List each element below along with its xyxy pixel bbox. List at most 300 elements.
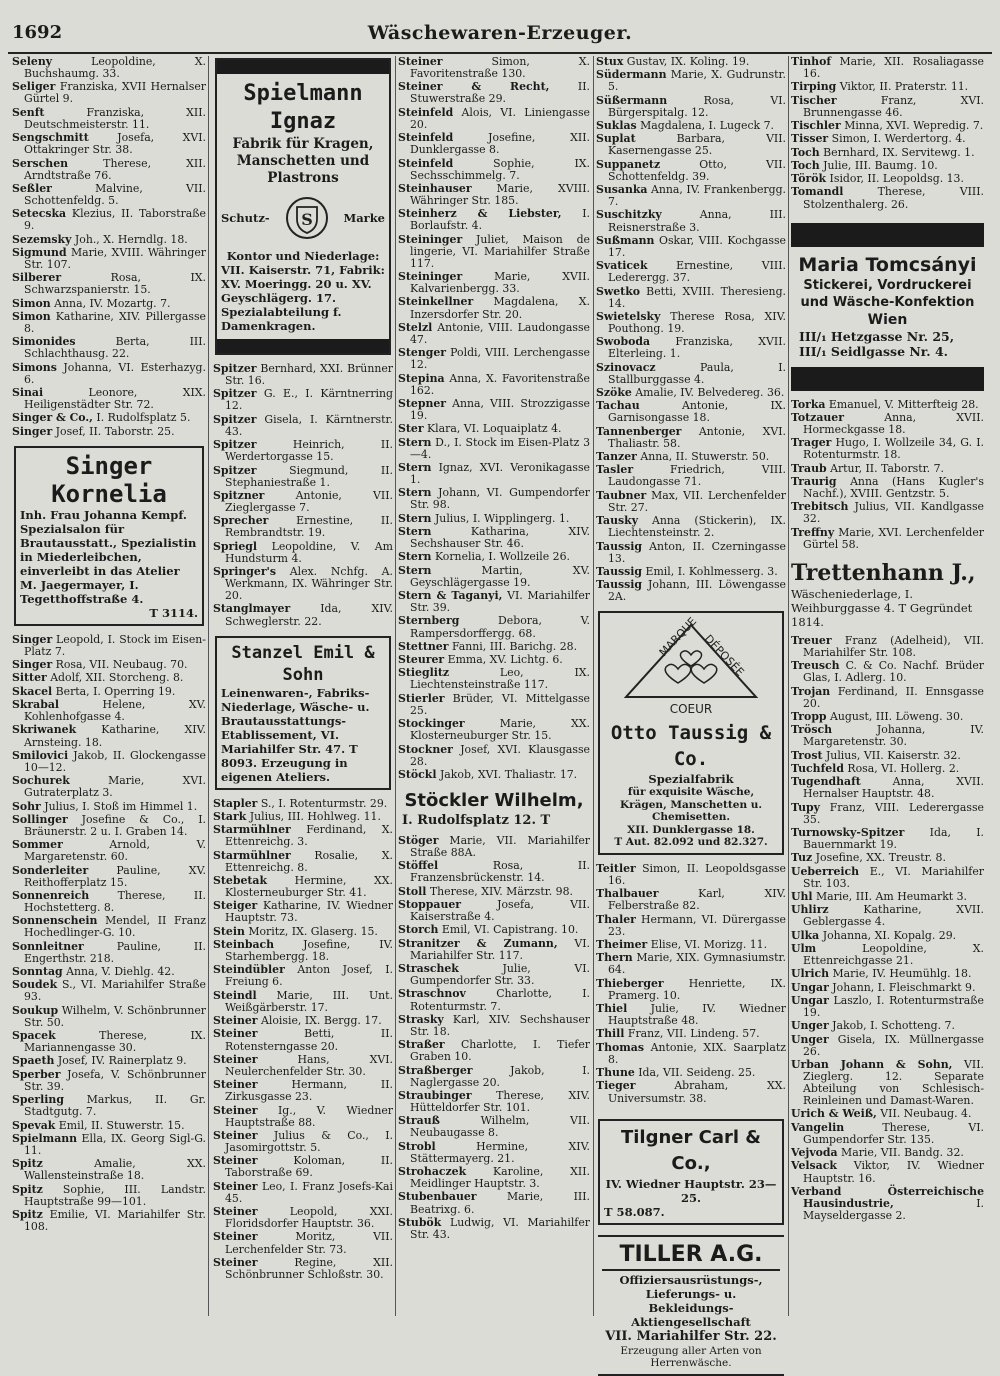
entry-name: Tieger [596,1079,636,1093]
entry-name: Toch [791,145,820,159]
entry-address: Ida, VII. Seideng. 25. [634,1066,756,1080]
entry-address: Anna, III. Reisnerstraße 3. [608,208,786,234]
list-item [398,1039,590,1063]
shield-monogram-icon [284,195,330,241]
list-item [398,132,590,156]
list-item [791,827,984,851]
entry-address: Artur, II. Taborstr. 7. [826,461,944,475]
entry-name: Stern [398,525,432,539]
entry-address: Franz, VIII. Lederergasse 35. [803,800,984,826]
list-item [791,1108,984,1120]
entry-name: Steurer [398,653,445,667]
ad-subtitle: Fabrik für Kragen, Manschetten und Plastrons [232,136,374,186]
list-item [596,286,786,310]
column-divider [395,56,396,1316]
column-divider [788,56,789,1316]
list-item [398,551,590,563]
list-item [791,660,984,684]
ad-line1: Stickerei, Vordruckerei und Wäsche-Konfektion [800,277,975,310]
marque-deposee-heart-icon [606,617,776,717]
entry-name: Starmühlner [213,823,291,837]
list-item [596,56,786,68]
entry-name: Tropp [791,710,827,723]
list-item [791,56,984,80]
entry-address: Johanna, XI. Kopalg. 29. [819,928,957,942]
page-title: Wäschewaren-Erzeuger. [367,22,633,44]
entry-address: Julie, IV. Wiedner Hauptstraße 48. [608,1002,786,1028]
entry-name: Swoboda [596,335,651,349]
entry-address: II. Stuwerstraße 29. [410,80,590,106]
list-item [12,775,206,799]
list-item [791,982,984,994]
list-item [791,147,984,159]
entry-address: Josefa, V. Schönbrunner Str. 39. [24,1067,206,1093]
entry-address: Antonie, XIX. Saarplatz 8. [608,1040,786,1066]
column-4 [596,55,786,1370]
ad-address: IV. Wiedner Hauptstr. 23—25. [605,1176,777,1205]
list-item [12,247,206,271]
entry-address: I. Rudolfsplatz 5. [92,411,191,425]
entry-name: Simon [12,309,51,323]
entry-name: Stark [213,809,247,823]
list-item [398,615,590,639]
list-item [398,963,590,987]
entry-address: Hermine, XX. Klosterneuburger Str. 41. [225,873,393,900]
entry-address: Berta, I. Operring 19. [52,684,176,698]
entry-address: Gisela, I. Kärntnerstr. 43. [225,412,393,438]
entry-name: Steinfeld [398,105,454,119]
entry-address: Ig., V. Wiedner Hauptstraße 88. [225,1103,393,1129]
entry-name: Senft [12,105,45,119]
ad-bar [217,339,389,353]
entry-name: Tasler [596,463,634,477]
entry-name: Treffny [791,525,835,539]
list-item [398,423,590,435]
entry-name: Simons [12,360,57,374]
ad-title: Singer Kornelia [51,451,167,508]
column-5 [791,56,984,1318]
list-item [596,863,786,887]
entry-name: Starmühlner [213,848,291,862]
col5-b-entries [791,399,984,551]
ad-tilgner-carl [598,1119,784,1225]
entry-address: Otto, VII. Schottenfeldg. 39. [608,157,786,183]
entry-name: Spitz [12,1157,43,1171]
entry-address: Rosa, II. Franzensbrückenstr. 14. [410,859,590,885]
entry-name: Ueberreich [791,864,860,878]
entry-address: Marie, XVIII. Währinger Str. 107. [24,245,206,271]
entry-name: Strasky [398,1012,444,1026]
column-3 [398,56,590,1318]
ad-text: Spezialsalon für Brautausstatt., Spezialistin in Miederleibchen, einverleibt in das Atelier M. Jaegermayer, I. Tegetthoffstraße 4. [20,521,197,606]
list-item [398,513,590,525]
entry-name: Steindl [213,988,257,1002]
list-item [12,272,206,296]
entry-name: Tisser [791,132,829,146]
entry-name: Trager [791,436,832,450]
list-item [596,541,786,565]
entry-name: Steiner [213,1205,258,1219]
entry-name: Steiner [213,1179,258,1193]
ad-text: Wäscheniederlage, I. Weihburggasse 4. [791,586,913,615]
entry-name: Verband Österreichische Hausindustrie, [791,1184,984,1210]
list-item [12,107,206,131]
entry-name: Spevak [12,1118,56,1132]
entry-address: Marie, XVI. Lerchenfelder Gürtel 58. [803,525,984,551]
entry-address: Katharine, XIV. Pillergasse 8. [24,309,206,336]
list-item [213,1181,393,1205]
list-item [791,1020,984,1032]
ad-owner: Inh. Frau Johanna Kempf. [20,507,187,522]
entry-address: Emma, XV. Lichtg. 6. [444,653,563,667]
entry-address: Therese, XIV. Hütteldorfer Str. 101. [410,1088,590,1114]
entry-name: Stern [398,511,432,525]
entry-address: Antonie, VIII. Laudongasse 47. [410,320,590,346]
list-item [12,750,206,774]
col1-a-entries [12,56,206,438]
entry-address: August, III. Löweng. 30. [826,710,964,723]
list-item [791,133,984,145]
entry-name: Stieglitz [398,666,450,680]
entry-name: Stockinger [398,717,465,731]
ad-phone: T [540,812,551,828]
entry-name: Stern [398,550,432,564]
entry-address: Max, VII. Lerchenfelder Str. 27. [608,488,786,514]
entry-address: Franziska, XVII. Elterleing. 1. [608,335,786,361]
list-item [398,347,590,371]
list-item [791,711,984,723]
list-item [398,590,590,614]
list-item [398,158,590,182]
entry-name: Straßberger [398,1063,473,1077]
entry-address: Anna (Stickerin), IX. Liechtensteinstr. 2. [608,514,786,540]
list-item [791,763,984,775]
entry-name: Taubner [596,488,647,502]
list-item [12,1133,206,1157]
entry-name: Soudek [12,978,58,992]
list-item [12,865,206,889]
entry-address: Julie, VI. Gumpendorfer Str. 33. [410,962,590,988]
entry-name: Tannenberger [596,424,682,438]
entry-name: Swetko [596,284,641,298]
entry-name: Steindübler [213,963,285,977]
entry-address: VI. Mariahilfer Str. 39. [410,589,590,615]
ad-title: Tilgner Carl & Co., [620,1126,762,1174]
entry-address: Hans, XVI. Neulerchenfelder Str. 30. [225,1052,393,1078]
entry-name: Steinfeld [398,131,454,145]
entry-address: Regine, XII. Schönbrunner Schloßstr. 30. [225,1255,393,1281]
entry-address: Antonie, VII. Zieglergasse 7. [225,488,393,514]
list-item [213,926,393,938]
entry-address: Emil, I. Kohlmesserg. 3. [642,564,778,578]
entry-address: Charlotte, I. Rotenturmstr. 7. [410,987,590,1013]
ad-since: Gegründet 1814. [791,600,973,629]
ad-addr1: III/₁ Hetzgasse Nr. 25, [799,328,955,344]
entry-name: Sollinger [12,812,68,826]
entry-address: Marie, XX. Klosterneuburger Str. 15. [410,717,590,743]
entry-name: Spitzer [213,387,257,401]
list-item [398,1191,590,1215]
entry-address: Franziska, XII. Deutschmeisterstr. 11. [24,105,206,131]
entry-name: Steiner [213,1128,258,1142]
entry-address: Katharine, IV. Wiedner Hauptstr. 73. [225,899,393,925]
entry-name: Vangelin [791,1120,845,1134]
list-item [398,526,590,550]
list-item [12,1094,206,1118]
entry-address: Karoline, XII. Meidlinger Hauptstr. 3. [410,1165,590,1191]
ad-trettenhann [791,559,984,629]
list-item [791,527,984,551]
entry-address: Antonie, XVI. Thaliastr. 58. [608,424,786,450]
entry-address: Therese, II. Hochstetterg. 8. [24,888,206,915]
ad-line3: XII. Dunklergasse 18. [627,823,755,836]
entry-address: VII. Neubaug. 4. [876,1107,972,1121]
entry-address: Anton Josef, I. Freiung 6. [225,963,393,989]
list-item [12,298,206,310]
list-item [791,776,984,800]
list-item [12,699,206,723]
list-item [596,515,786,539]
entry-name: Spitzer [213,362,257,375]
entry-name: Stubenbauer [398,1190,477,1204]
entry-address: Gisela, IX. Müllnergasse 26. [803,1032,984,1058]
entry-name: Tomandl [791,185,844,199]
list-item [791,95,984,119]
entry-address: Martin, XV. Geyschlägergasse 19. [410,563,590,589]
entry-name: Sonderleiter [12,863,89,877]
list-item [596,159,786,183]
entry-name: Taussig [596,578,643,592]
ad-phone: T [898,600,907,615]
entry-address: Rosa, VII. Neubaug. 70. [52,658,188,672]
list-item [213,1105,393,1129]
entry-address: Julius, I. Stoß im Himmel 1. [40,799,198,813]
entry-address: Friedrich, VIII. Laudongasse 71. [608,463,786,489]
entry-address: Katharine, XIV. Arnsteing. 18. [24,723,206,749]
entry-address: Juliet, Maison de lingerie, VI. Mariahilfer Straße 117. [410,232,590,270]
entry-address: G. E., I. Kärntnerring 12. [225,387,393,413]
list-item [213,414,393,438]
list-item [213,850,393,874]
list-item [398,107,590,131]
entry-address: Fanni, III. Barichg. 28. [448,639,578,653]
entry-name: Stux [596,55,624,68]
entry-address: Jakob, I. Schotteng. 7. [828,1019,955,1033]
entry-address: Magdalena, I. Lugeck 7. [636,119,774,133]
entry-address: Adolf, XII. Storcheng. 8. [46,671,184,685]
entry-name: Sußmann [596,233,655,247]
entry-name: Tanzer [596,450,637,464]
list-item [398,718,590,742]
entry-address: Ida, I. Bauernmarkt 19. [803,825,984,852]
entry-name: Tausky [596,514,639,528]
entry-name: Steiner [213,1154,258,1168]
ad-line1: Spezialfabrik [648,772,734,787]
entry-name: Tinhof [791,55,832,68]
ad-line1: Offiziersausrüstungs-, Lieferungs- u. Bekleidungs-Aktiengesellschaft [602,1269,780,1329]
list-item [213,465,393,489]
entry-address: Isidor, II. Leopoldsg. 13. [826,172,964,186]
entry-name: Treuer [791,633,832,647]
entry-name: Stern [398,461,432,474]
entry-address: Jakob, II. Glockengasse 10—12. [24,748,206,774]
list-item [596,978,786,1002]
list-item [12,801,206,813]
entry-name: Steinherz & Liebster, [398,207,562,221]
entry-name: Singer [12,658,53,672]
entry-name: Smilovici [12,748,69,762]
entry-address: Betti, XVIII. Theresieng. 14. [608,284,786,310]
list-item [12,1209,206,1233]
list-item [791,1147,984,1159]
entry-name: Tuchfeld [791,761,844,775]
entry-name: Spriegl [213,539,258,553]
entry-address: Johanna, VI. Esterhazyg. 6. [24,360,206,386]
entry-name: Stelzl [398,320,433,334]
entry-name: Stern [398,435,432,449]
list-item [398,1090,590,1114]
list-item [398,183,590,207]
entry-name: Stern [398,486,432,500]
entry-name: Simonides [12,335,76,349]
entry-address: Josefine & Co., I. Bräunerstr. 2 u. I. Graben 14. [24,812,206,838]
entry-name: Storch [398,923,439,937]
list-item [596,184,786,208]
entry-name: Spitz [12,1182,43,1196]
entry-name: Taussig [596,564,643,578]
entry-address: Pauline, II. Engerthstr. 218. [24,939,206,965]
entry-name: Traurig [791,474,837,488]
list-item [213,388,393,412]
entry-name: Thune [596,1066,635,1080]
list-item [791,1059,984,1107]
entry-address: Ignaz, XVI. Veronikagasse 1. [410,461,590,487]
entry-address: Karl, XIV. Sechshauser Str. 18. [410,1012,590,1038]
entry-name: Trösch [791,723,832,737]
list-item [791,943,984,967]
ad-title: Trettenhann J., [791,559,976,586]
entry-name: Stepner [398,396,447,410]
list-item [398,1065,590,1089]
entry-address: Barbara, VII. Kasernengasse 25. [608,132,786,158]
entry-name: Skrabal [12,698,60,712]
entry-name: Ulka [791,928,820,942]
list-item [398,1115,590,1139]
entry-address: Anna, IV. Mozartg. 7. [50,296,171,310]
entry-address: Brüder, VI. Mittelgasse 25. [410,691,590,717]
entry-address: Sophie, IX. Sechsschimmelg. 7. [410,156,590,182]
entry-address: Arnold, V. Margaretenstr. 60. [24,838,206,864]
entry-address: Josefa, VII. Kaiserstraße 4. [410,898,590,924]
list-item [791,120,984,132]
entry-address: Katharine, XVII. Geblergasse 4. [803,903,984,929]
entry-address: Johann, VI. Gumpendorfer Str. 98. [410,486,590,512]
entry-name: Swietelsky [596,309,661,323]
entry-name: Thaler [596,912,636,926]
list-item [213,990,393,1014]
entry-name: Spitzer [213,463,257,477]
list-item [12,1184,206,1208]
ad-bar [791,223,984,247]
entry-name: Urban Johann & Sohn, [791,1057,953,1071]
entry-address: Leo, I. Franz Josefs-Kai 45. [225,1179,393,1205]
list-item [596,1042,786,1066]
list-item [791,724,984,748]
list-item [398,860,590,884]
entry-name: Straßer [398,1038,445,1052]
entry-address: I. Borlaufstr. 4. [410,207,590,233]
list-item [791,1160,984,1184]
entry-address: Josefine, XII. Dunklergasse 8. [410,131,590,157]
entry-address: Hugo, I. Wollzeile 34, G. I. Rotenturmstr. 18. [803,436,984,462]
entry-address: Franziska, XVII Hernalser Gürtel 9. [24,80,206,106]
list-item [398,693,590,717]
ad-phone: T 3114. [149,605,198,620]
entry-address: Kornelia, I. Wollzeile 26. [431,550,570,564]
entry-name: Török [791,172,827,186]
list-item [791,1122,984,1146]
list-item [596,400,786,424]
entry-name: Szinovacz [596,360,656,374]
entry-name: Sommer [12,838,63,852]
entry-name: Teitler [596,861,636,875]
list-item [791,686,984,710]
list-item [12,81,206,105]
entry-name: Straubinger [398,1088,472,1102]
entry-address: Ernestine, VIII. Lederergg. 37. [608,259,786,285]
ad-line2: VII. Mariahilfer Str. 22. [605,1328,777,1344]
ad-maria-tomcsanyi [791,223,984,391]
list-item [12,158,206,182]
list-item [213,1257,393,1281]
entry-name: Stettner [398,639,449,653]
list-item [596,235,786,259]
list-item [398,322,590,346]
list-item [12,966,206,978]
list-item [596,69,786,93]
entry-name: Stanglmayer [213,602,291,616]
list-item [596,1080,786,1104]
entry-name: Totzauer [791,410,844,424]
list-item [791,995,984,1019]
list-item [213,439,393,463]
list-item [12,1055,206,1067]
list-item [398,924,590,936]
entry-name: Turnowsky-Spitzer [791,825,905,839]
entry-name: Südermann [596,68,667,82]
col3-b-entries [398,835,590,1241]
list-item [596,120,786,132]
entry-address: Mendel, II Franz Hochedlinger-G. 10. [24,914,206,940]
entry-name: Steiner [213,1052,258,1066]
entry-name: Ster [398,422,424,436]
entry-address: Marie, III. Am Heumarkt 3. [812,890,968,903]
entry-address: Therese, XIV. Märzstr. 98. [426,884,573,898]
entry-address: Therese, XII. Arndtstraße 76. [24,156,206,182]
list-item [791,930,984,942]
list-item [398,208,590,232]
ad-title: Stöckler Wilhelm, [404,789,584,811]
entry-address: Marie, III. Beatrixg. 6. [410,1190,590,1216]
entry-address: Josef, XVI. Klausgasse 28. [410,742,590,768]
list-item [213,1155,393,1179]
list-item [398,487,590,511]
list-item [596,95,786,119]
entry-address: Johanna, IV. Margaretenstr. 30. [803,723,984,749]
entry-name: Spacek [12,1029,56,1043]
list-item [596,311,786,335]
list-item [596,133,786,157]
